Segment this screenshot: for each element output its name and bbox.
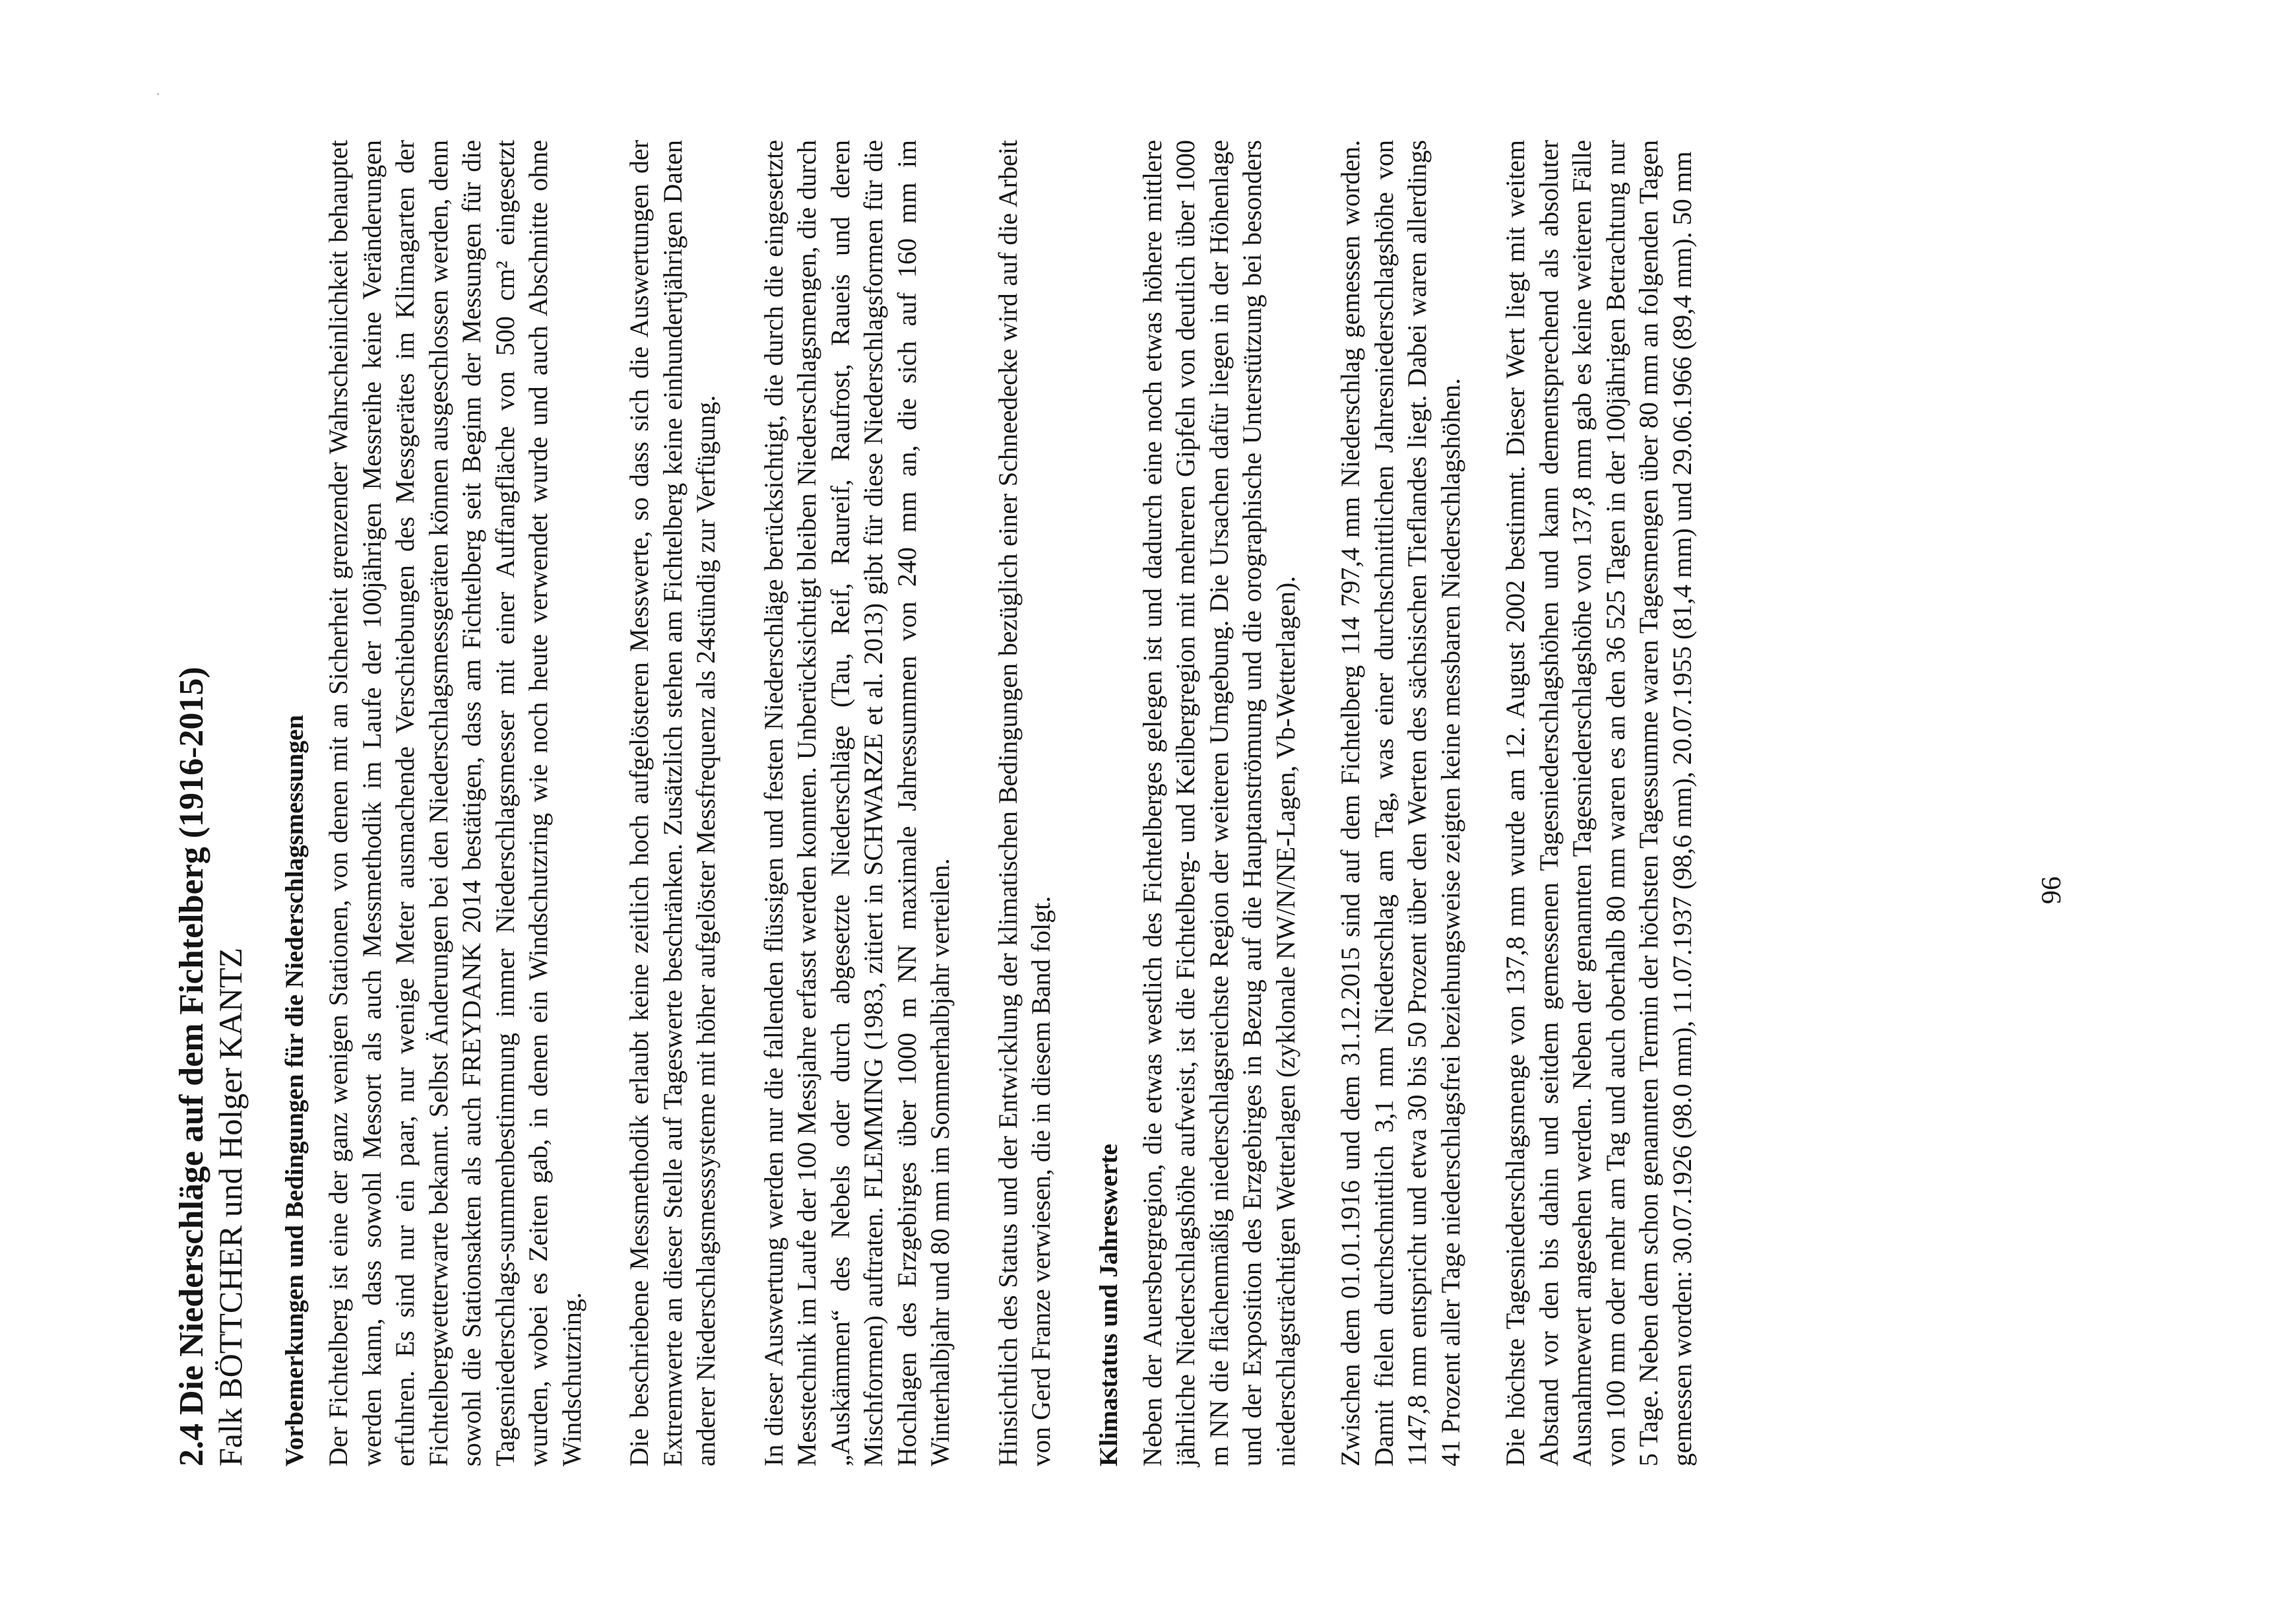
page-number: 96 (2037, 876, 2067, 904)
article-body (173, 140, 1731, 1466)
paragraph: Neben der Auersbergregion, die etwas westlich des Fichtelberges gelegen ist und dadurch eine noch etwas höhere mittlere jährliche Niederschlagshöhe aufweist, ist die Fichtelberg- und Keilbergregion mit mehreren Gipfeln von deutlich über 1000 m NN die flächenmäßig niederschlagsreichste Region der weiteren Umgebung. Die Ursachen dafür liegen in der Höhenlage und der Exposition des Erzgebirges in Bezug auf die Hauptanströmung und die orographische Unterstützung bei besonders niederschlagsträchtigen Wetterlagen (zyklonale NW/N/NE-Lagen, Vb-Wetterlagen). (1137, 140, 1300, 1466)
article-authors: Falk BÖTTCHER und Holger KANTZ (212, 947, 249, 1466)
section-heading-climate-status: Klimastatus und Jahreswerte (1094, 1144, 1123, 1466)
paragraph: Zwischen dem 01.01.1916 und dem 31.12.2015 sind auf dem Fichtelberg 114 797,4 mm Niederschlag gemessen worden. Damit fielen durchschnittlich 3,1 mm Niederschlag am Tag, was einer durchschnittlichen Jahresniederschlagshöhe von 1147,8 mm entspricht und etwa 30 bis 50 Prozent über den Werten des sächsischen Tieflandes liegt. Dabei waren allerdings 41 Prozent aller Tage niederschlagsfrei beziehungsweise zeigten keine messbaren Niederschlagshöhen. (1335, 140, 1465, 1466)
paragraph: Die höchste Tagesniederschlagsmenge von 137,8 mm wurde am 12. August 2002 bestimmt. Dieser Wert liegt mit weitem Abstand vor den bis dahin und seitdem gemessenen Tagesniederschlagshöhen und kann dementsprechend als absoluter Ausnahmewert angesehen werden. Neben der genannten Tagesniederschlagshöhe von 137,8 mm gab es keine weiteren Fälle von 100 mm oder mehr am Tag und auch oberhalb 80 mm waren es an den 36 525 Tagen in der 100jährigen Betrachtung nur 5 Tage. Neben dem schon genannten Termin der höchsten Tagessumme waren Tagesmengen über 80 mm an folgenden Tagen gemessen worden: 30.07.1926 (98.0 mm), 11.07.1937 (98,6 mm), 20.07.1955 (81,4 mm) und 29.06.1966 (89,4 mm). 50 mm (1500, 140, 1697, 1466)
paragraph: In dieser Auswertung werden nur die fallenden flüssigen und festen Niederschläge berücksichtigt, die durch die eingesetzte Messtechnik im Laufe der 100 Messjahre erfasst werden konnten. Unberücksichtigt bleiben Niederschlagsmengen, die durch „Auskämmen“ des Nebels oder durch abgesetzte Niederschläge (Tau, Reif, Raureif, Raufrost, Raueis und deren Mischformen) auftraten. FLEMMING (1983, zitiert in SCHWARZE et al. 2013) gibt für diese Niederschlagsformen für die Hochlagen des Erzgebirges über 1000 m NN maximale Jahressummen von 240 mm an, die sich auf 160 mm im Winterhalbjahr und 80 mm im Sommerhalbjahr verteilen. (758, 140, 955, 1466)
paragraph: Die beschriebene Messmethodik erlaubt keine zeitlich hoch aufgelösteren Messwerte, so dass sich die Auswertungen der Extremwerte an dieser Stelle auf Tageswerte beschränken. Zusätzlich stehen am Fichtelberg keine einhundertjährigen Daten anderer Niederschlagsmesssysteme mit höher aufgelöster Messfrequenz als 24stündig zur Verfügung. (624, 140, 720, 1466)
paragraph: Hinsichtlich des Status und der Entwicklung der klimatischen Bedingungen bezüglich einer Schneedecke wird auf die Arbeit von Gerd Franze verwiesen, die in diesem Band folgt. (992, 140, 1056, 1466)
paragraph: Der Fichtelberg ist eine der ganz wenigen Stationen, von denen mit an Sicherheit grenzender Wahrscheinlichkeit behauptet werden kann, dass sowohl Messort als auch Messmethodik im Laufe der 100jährigen Messreihe keine Veränderungen erfuhren. Es sind nur ein paar, nur wenige Meter ausmachende Verschiebungen des Messgerätes im Klimagarten der Fichtelbergwetterwarte bekannt. Selbst Änderungen bei den Niederschlagsmessgeräten können ausgeschlossen werden, denn sowohl die Stationsakten als auch FREYDANK 2014 bestätigen, dass am Fichtelberg seit Beginn der Messungen für die Tagesniederschlags-summenbestimmung immer Niederschlagsmesser mit einer Auffangfläche von 500 cm² eingesetzt wurden, wobei es Zeiten gab, in denen ein Windschutzring wie noch heute verwendet wurde und auch Abschnitte ohne Windschutzring. (323, 140, 587, 1466)
article-title: 2.4 Die Niederschläge auf dem Fichtelberg (1916-2015) (173, 667, 210, 1466)
section-heading-measurements: Vorbemerkungen und Bedingungen für die Niederschlagsmessungen (280, 715, 309, 1466)
scan-speck (157, 93, 159, 95)
